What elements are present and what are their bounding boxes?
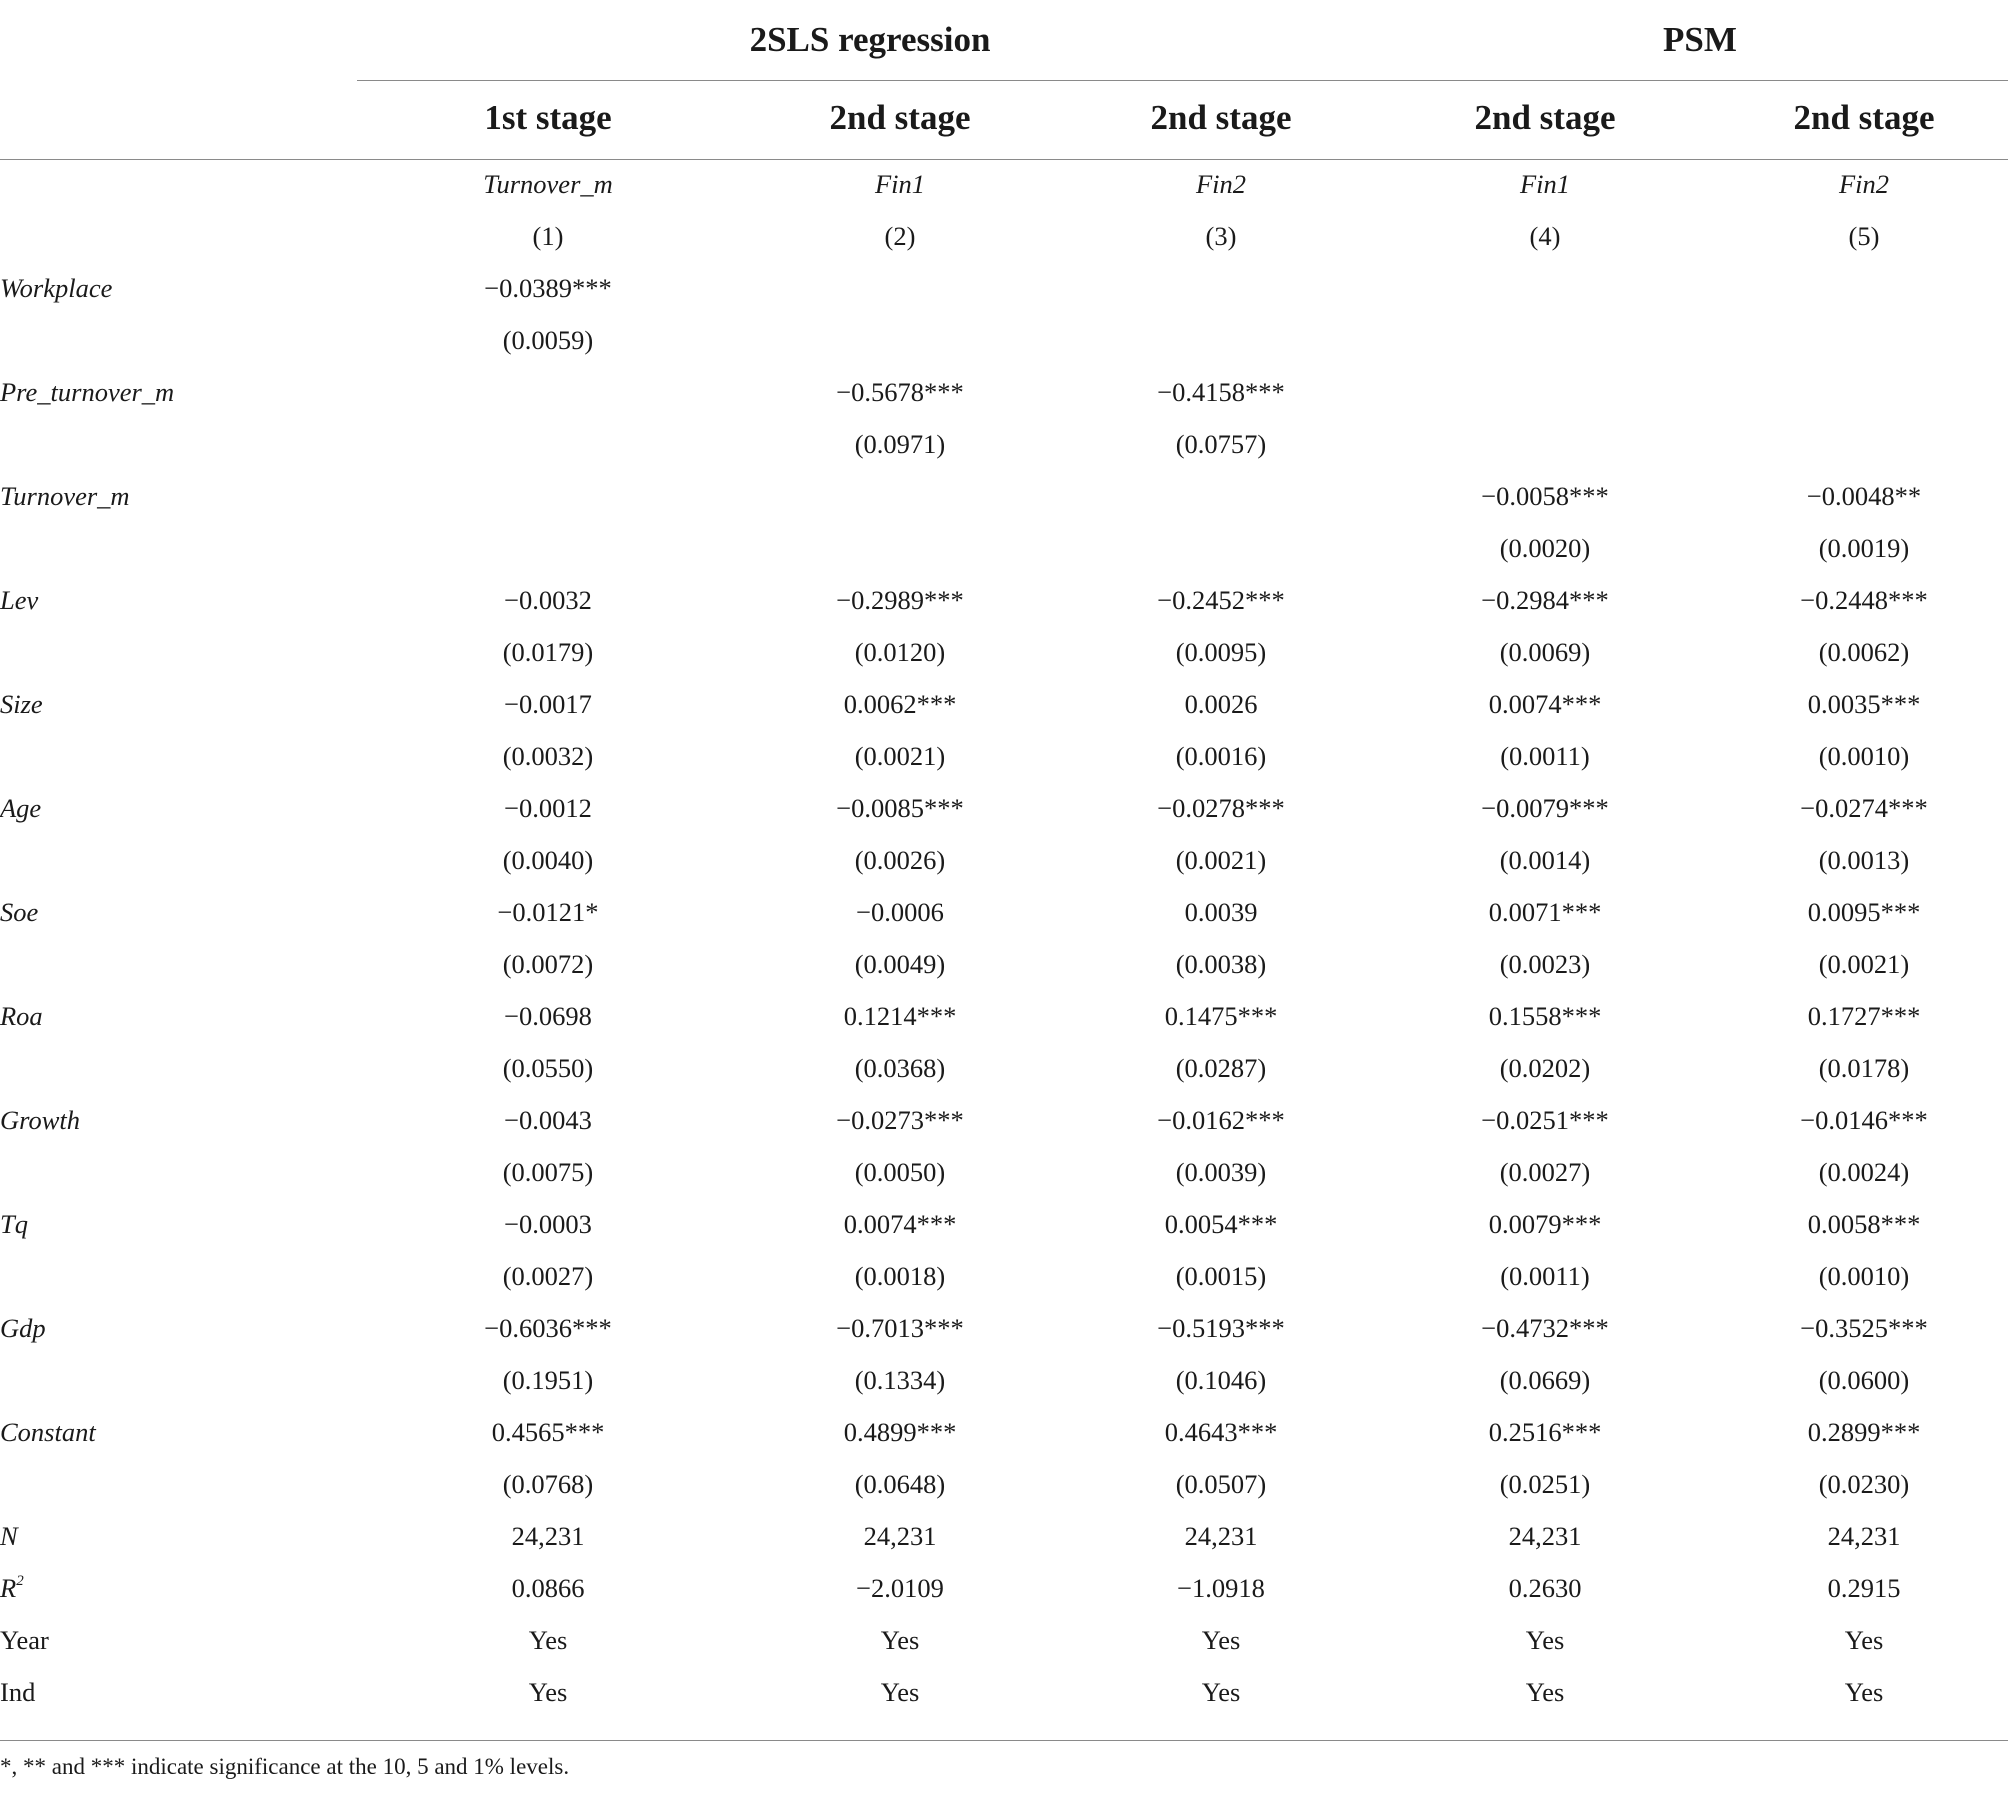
coefficient-row: [0, 366, 2008, 418]
standard-error-cell: (0.0072): [502, 949, 594, 979]
coefficient-cell: −0.0058***: [1481, 481, 1609, 511]
coefficient-cell: −0.3525***: [1800, 1313, 1928, 1343]
standard-error-cell: (0.0019): [1818, 533, 1910, 563]
coefficient-cell: −0.7013***: [836, 1313, 964, 1343]
stat-cell: −2.0109: [856, 1573, 944, 1603]
row-label: [0, 1562, 24, 1614]
standard-error-cell: (0.0095): [1175, 637, 1267, 667]
stat-cell: Yes: [1525, 1625, 1565, 1655]
coefficient-cell: 0.2516***: [1488, 1417, 1602, 1447]
group-label-2sls: 2SLS regression: [749, 20, 991, 59]
column-number-row: [0, 210, 2008, 262]
stage-label-2: 2nd stage: [829, 98, 971, 137]
stat-cell: Yes: [528, 1677, 568, 1707]
row-label: [0, 782, 41, 834]
coefficient-cell: −0.0389***: [484, 273, 612, 303]
row-label-text: R: [0, 1573, 17, 1603]
standard-error-cell: (0.0287): [1175, 1053, 1267, 1083]
dependent-variable-cell: Turnover_m: [483, 169, 613, 199]
coefficient-cell: 0.2899***: [1807, 1417, 1921, 1447]
row-label-text: Turnover_m: [0, 481, 130, 511]
coefficient-cell: −0.0012: [504, 793, 592, 823]
coefficient-row: [0, 574, 2008, 626]
column-number-cell: (1): [532, 221, 564, 251]
row-label: [0, 262, 112, 314]
stage-label-3: 2nd stage: [1150, 98, 1292, 137]
table-footnote: *, ** and *** indicate significance at the 10, 5 and 1% levels.: [0, 1754, 570, 1779]
standard-error-cell: (0.1046): [1175, 1365, 1267, 1395]
standard-error-cell: (0.0600): [1818, 1365, 1910, 1395]
standard-error-row: [0, 1354, 2008, 1406]
coefficient-row: [0, 886, 2008, 938]
standard-error-cell: (0.0179): [502, 637, 594, 667]
column-number-cell: (5): [1848, 221, 1880, 251]
coefficient-cell: −0.0274***: [1800, 793, 1928, 823]
coefficient-cell: −0.5193***: [1157, 1313, 1285, 1343]
row-label-text: Gdp: [0, 1313, 46, 1343]
coefficient-cell: −0.4732***: [1481, 1313, 1609, 1343]
row-label-superscript: 2: [16, 1573, 24, 1590]
coefficient-cell: −0.0698: [504, 1001, 592, 1031]
standard-error-cell: (0.0027): [1499, 1157, 1591, 1187]
stat-row: [0, 1614, 2008, 1666]
standard-error-row: [0, 418, 2008, 470]
coefficient-row: [0, 990, 2008, 1042]
stat-cell: −1.0918: [1177, 1573, 1265, 1603]
row-label: [0, 366, 174, 418]
standard-error-cell: (0.0014): [1499, 845, 1591, 875]
coefficient-cell: −0.0079***: [1481, 793, 1609, 823]
standard-error-cell: (0.0011): [1500, 1261, 1590, 1291]
coefficient-cell: 0.4565***: [491, 1417, 605, 1447]
group-header-row: [0, 0, 2008, 80]
standard-error-cell: (0.0251): [1499, 1469, 1591, 1499]
coefficient-row: [0, 678, 2008, 730]
standard-error-cell: (0.0026): [854, 845, 946, 875]
coefficient-cell: −0.0017: [504, 689, 592, 719]
coefficient-row: [0, 1302, 2008, 1354]
standard-error-row: [0, 314, 2008, 366]
stage-header-row: [0, 80, 2008, 160]
dependent-variable-cell: Fin2: [1838, 169, 1890, 199]
stat-cell: Yes: [880, 1625, 920, 1655]
standard-error-cell: (0.1334): [854, 1365, 946, 1395]
standard-error-cell: (0.0059): [502, 325, 594, 355]
row-label: [0, 1614, 49, 1666]
standard-error-cell: (0.0050): [854, 1157, 946, 1187]
row-label-text: Lev: [0, 585, 39, 615]
row-label-text: Constant: [0, 1417, 96, 1447]
row-label-text: Ind: [0, 1677, 36, 1707]
coefficient-cell: 0.0095***: [1807, 897, 1921, 927]
coefficient-cell: −0.0085***: [836, 793, 964, 823]
coefficient-row: [0, 470, 2008, 522]
standard-error-cell: (0.0021): [854, 741, 946, 771]
coefficient-cell: 0.0054***: [1164, 1209, 1278, 1239]
coefficient-cell: 0.0071***: [1488, 897, 1602, 927]
standard-error-cell: (0.0648): [854, 1469, 946, 1499]
coefficient-cell: −0.0003: [504, 1209, 592, 1239]
coefficient-cell: −0.0032: [504, 585, 592, 615]
stat-cell: Yes: [528, 1625, 568, 1655]
standard-error-row: [0, 1250, 2008, 1302]
coefficient-cell: −0.2448***: [1800, 585, 1928, 615]
standard-error-row: [0, 1042, 2008, 1094]
standard-error-cell: (0.0021): [1175, 845, 1267, 875]
standard-error-cell: (0.0202): [1499, 1053, 1591, 1083]
coefficient-row: [0, 1094, 2008, 1146]
row-label-text: Roa: [0, 1001, 43, 1031]
coefficient-cell: 0.4643***: [1164, 1417, 1278, 1447]
coefficient-cell: 0.1558***: [1488, 1001, 1602, 1031]
coefficient-row: [0, 262, 2008, 314]
coefficient-cell: −0.2989***: [836, 585, 964, 615]
coefficient-cell: −0.6036***: [484, 1313, 612, 1343]
standard-error-cell: (0.0024): [1818, 1157, 1910, 1187]
standard-error-row: [0, 938, 2008, 990]
standard-error-cell: (0.0013): [1818, 845, 1910, 875]
coefficient-cell: −0.0278***: [1157, 793, 1285, 823]
standard-error-cell: (0.0010): [1818, 741, 1910, 771]
coefficient-cell: −0.0146***: [1800, 1105, 1928, 1135]
row-label-text: Growth: [0, 1105, 81, 1135]
stage-label-5: 2nd stage: [1793, 98, 1935, 137]
row-label: [0, 1094, 80, 1146]
row-label-text: Pre_turnover_m: [0, 377, 175, 407]
standard-error-cell: (0.0069): [1499, 637, 1591, 667]
stat-cell: 0.2630: [1508, 1573, 1582, 1603]
standard-error-cell: (0.0032): [502, 741, 594, 771]
dependent-variable-cell: Fin2: [1195, 169, 1247, 199]
coefficient-cell: −0.0273***: [836, 1105, 964, 1135]
standard-error-cell: (0.0768): [502, 1469, 594, 1499]
coefficient-cell: −0.0121*: [497, 897, 599, 927]
stat-cell: 0.2915: [1827, 1573, 1901, 1603]
stat-cell: Yes: [880, 1677, 920, 1707]
standard-error-cell: (0.0550): [502, 1053, 594, 1083]
row-label: [0, 1302, 46, 1354]
stat-cell: 24,231: [511, 1521, 585, 1551]
coefficient-cell: −0.2984***: [1481, 585, 1609, 615]
coefficient-cell: −0.4158***: [1157, 377, 1285, 407]
stat-row: [0, 1666, 2008, 1718]
coefficient-cell: 0.0039: [1184, 897, 1258, 927]
coefficient-cell: −0.0048**: [1806, 481, 1922, 511]
stat-cell: Yes: [1201, 1625, 1241, 1655]
stat-cell: 0.0866: [511, 1573, 585, 1603]
row-label-text: Size: [0, 689, 43, 719]
standard-error-cell: (0.0230): [1818, 1469, 1910, 1499]
stage-label-4: 2nd stage: [1474, 98, 1616, 137]
row-label-text: N: [0, 1521, 18, 1551]
coefficient-row: [0, 1406, 2008, 1458]
group-label-psm: PSM: [1663, 20, 1737, 59]
standard-error-cell: (0.0018): [854, 1261, 946, 1291]
stat-cell: Yes: [1201, 1677, 1241, 1707]
column-number-cell: (4): [1529, 221, 1561, 251]
coefficient-cell: 0.1475***: [1164, 1001, 1278, 1031]
stat-cell: Yes: [1525, 1677, 1565, 1707]
row-label: [0, 1510, 18, 1562]
coefficient-cell: 0.0026: [1184, 689, 1258, 719]
standard-error-row: [0, 1146, 2008, 1198]
row-label-text: Workplace: [0, 273, 113, 303]
row-label-text: Age: [0, 793, 42, 823]
coefficient-cell: −0.5678***: [836, 377, 964, 407]
standard-error-cell: (0.0010): [1818, 1261, 1910, 1291]
dependent-variable-row: [0, 158, 2008, 210]
standard-error-cell: (0.0015): [1175, 1261, 1267, 1291]
column-number-cell: (2): [884, 221, 916, 251]
coefficient-cell: 0.0074***: [843, 1209, 957, 1239]
stat-cell: Yes: [1844, 1677, 1884, 1707]
coefficient-cell: 0.0062***: [843, 689, 957, 719]
coefficient-cell: 0.0035***: [1807, 689, 1921, 719]
row-label: [0, 886, 38, 938]
coefficient-cell: 0.1727***: [1807, 1001, 1921, 1031]
coefficient-cell: 0.0074***: [1488, 689, 1602, 719]
standard-error-row: [0, 1458, 2008, 1510]
coefficient-cell: −0.0043: [504, 1105, 592, 1135]
standard-error-row: [0, 834, 2008, 886]
standard-error-cell: (0.0062): [1818, 637, 1910, 667]
coefficient-cell: 0.1214***: [843, 1001, 957, 1031]
row-label: [0, 678, 43, 730]
standard-error-cell: (0.0040): [502, 845, 594, 875]
standard-error-cell: (0.0039): [1175, 1157, 1267, 1187]
standard-error-cell: (0.0971): [854, 429, 946, 459]
standard-error-cell: (0.0120): [854, 637, 946, 667]
standard-error-cell: (0.0023): [1499, 949, 1591, 979]
standard-error-row: [0, 626, 2008, 678]
row-label: [0, 574, 38, 626]
row-label: [0, 1198, 28, 1250]
standard-error-cell: (0.0757): [1175, 429, 1267, 459]
bottom-rule: [0, 1740, 2008, 1741]
standard-error-cell: (0.0011): [1500, 741, 1590, 771]
standard-error-cell: (0.0669): [1499, 1365, 1591, 1395]
standard-error-cell: (0.0368): [854, 1053, 946, 1083]
standard-error-cell: (0.0178): [1818, 1053, 1910, 1083]
row-label-text: Soe: [0, 897, 39, 927]
stat-cell: 24,231: [1508, 1521, 1582, 1551]
coefficient-cell: −0.0006: [856, 897, 944, 927]
standard-error-row: [0, 730, 2008, 782]
stat-row: [0, 1510, 2008, 1562]
stat-cell: 24,231: [863, 1521, 937, 1551]
standard-error-row: [0, 522, 2008, 574]
row-label: [0, 1666, 35, 1718]
standard-error-cell: (0.0049): [854, 949, 946, 979]
row-label: [0, 470, 130, 522]
coefficient-row: [0, 782, 2008, 834]
standard-error-cell: (0.0021): [1818, 949, 1910, 979]
standard-error-cell: (0.0075): [502, 1157, 594, 1187]
coefficient-cell: 0.0058***: [1807, 1209, 1921, 1239]
row-label: [0, 1406, 96, 1458]
row-label: [0, 990, 43, 1042]
stage-label-1: 1st stage: [484, 98, 612, 137]
standard-error-cell: (0.0016): [1175, 741, 1267, 771]
column-number-cell: (3): [1205, 221, 1237, 251]
coefficient-cell: 0.4899***: [843, 1417, 957, 1447]
stat-cell: 24,231: [1827, 1521, 1901, 1551]
standard-error-cell: (0.0038): [1175, 949, 1267, 979]
coefficient-row: [0, 1198, 2008, 1250]
row-label-text: Year: [0, 1625, 49, 1655]
coefficient-cell: 0.0079***: [1488, 1209, 1602, 1239]
coefficient-cell: −0.0162***: [1157, 1105, 1285, 1135]
stat-cell: 24,231: [1184, 1521, 1258, 1551]
coefficient-cell: −0.2452***: [1157, 585, 1285, 615]
standard-error-cell: (0.0027): [502, 1261, 594, 1291]
stat-row: [0, 1562, 2008, 1614]
dependent-variable-cell: Fin1: [1519, 169, 1571, 199]
standard-error-cell: (0.1951): [502, 1365, 594, 1395]
coefficient-cell: −0.0251***: [1481, 1105, 1609, 1135]
standard-error-cell: (0.0507): [1175, 1469, 1267, 1499]
row-label-text: Tq: [0, 1209, 28, 1239]
dependent-variable-cell: Fin1: [874, 169, 926, 199]
standard-error-cell: (0.0020): [1499, 533, 1591, 563]
stat-cell: Yes: [1844, 1625, 1884, 1655]
